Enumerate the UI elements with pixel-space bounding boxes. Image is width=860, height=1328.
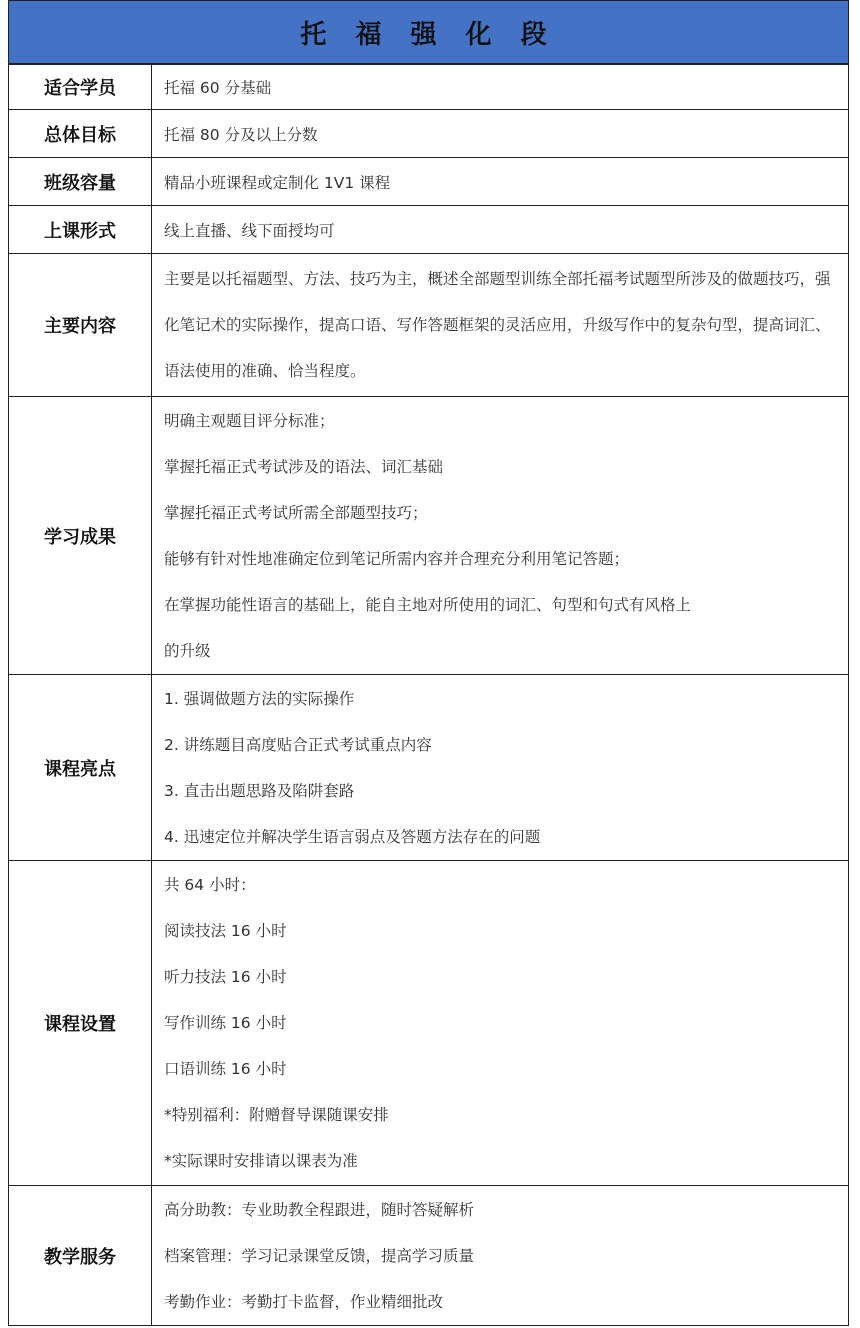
outcome-line: 掌握托福正式考试涉及的语法、词汇基础 bbox=[164, 457, 444, 476]
row-key: 课程设置 bbox=[9, 861, 152, 1186]
table-row bbox=[9, 158, 849, 206]
row-key: 班级容量 bbox=[9, 158, 152, 206]
table-row bbox=[9, 254, 849, 397]
setup-line: *特别福利：附赠督导课随课安排 bbox=[164, 1106, 389, 1124]
row-value-cell bbox=[152, 254, 849, 397]
row-value: 线上直播、线下面授均可 bbox=[152, 206, 849, 254]
table-row bbox=[9, 65, 849, 110]
row-key: 适合学员 bbox=[9, 65, 152, 110]
row-key: 上课形式 bbox=[9, 206, 152, 254]
outcome-line: 明确主观题目评分标准； bbox=[164, 411, 335, 430]
highlight-line: 2. 讲练题目高度贴合正式考试重点内容 bbox=[164, 735, 432, 754]
service-line: 档案管理：学习记录课堂反馈，提高学习质量 bbox=[164, 1246, 475, 1265]
main-content-text: 主要是以托福题型、方法、技巧为主，概述全部题型训练全部托福考试题型所涉及的做题技巧，强化笔记术的实际操作，提高口语、写作答题框架的灵活应用，升级写作中的复杂句型，提高词汇、语法使用的准确、恰当程度。 bbox=[164, 270, 831, 380]
table-row bbox=[9, 397, 849, 675]
row-value: 精品小班课程或定制化 1V1 课程 bbox=[152, 158, 849, 206]
course-info-table bbox=[8, 64, 849, 1326]
setup-line: 阅读技法 16 小时 bbox=[164, 922, 287, 940]
table-title: 托 福 强 化 段 bbox=[8, 0, 849, 64]
row-value: 托福 60 分基础 bbox=[152, 65, 849, 110]
highlight-line: 3. 直击出题思路及陷阱套路 bbox=[164, 781, 355, 800]
highlight-line: 4. 迅速定位并解决学生语言弱点及答题方法存在的问题 bbox=[164, 827, 541, 846]
table-row bbox=[9, 206, 849, 254]
outcome-line: 的升级 bbox=[164, 641, 211, 660]
setup-line: 共 64 小时： bbox=[164, 876, 256, 894]
table-row bbox=[9, 675, 849, 861]
service-line: 高分助教：专业助教全程跟进，随时答疑解析 bbox=[164, 1200, 475, 1219]
setup-line: *实际课时安排请以课表为准 bbox=[164, 1152, 358, 1170]
row-value-cell bbox=[152, 675, 849, 861]
outcome-line: 在掌握功能性语言的基础上，能自主地对所使用的词汇、句型和句式有风格上 bbox=[164, 595, 692, 614]
setup-line: 口语训练 16 小时 bbox=[164, 1060, 287, 1078]
highlight-line: 1. 强调做题方法的实际操作 bbox=[164, 689, 355, 708]
row-key: 课程亮点 bbox=[9, 675, 152, 861]
setup-line: 听力技法 16 小时 bbox=[164, 968, 287, 986]
row-value-cell bbox=[152, 1186, 849, 1326]
table-row bbox=[9, 861, 849, 1186]
row-key: 教学服务 bbox=[9, 1186, 152, 1326]
course-table-container bbox=[8, 0, 849, 1326]
row-key: 总体目标 bbox=[9, 110, 152, 158]
row-value-cell bbox=[152, 397, 849, 675]
outcome-line: 能够有针对性地准确定位到笔记所需内容并合理充分利用笔记答题； bbox=[164, 549, 630, 568]
table-row bbox=[9, 110, 849, 158]
table-row bbox=[9, 1186, 849, 1326]
row-key: 主要内容 bbox=[9, 254, 152, 397]
row-value-cell bbox=[152, 861, 849, 1186]
outcome-line: 掌握托福正式考试所需全部题型技巧； bbox=[164, 503, 428, 522]
service-line: 考勤作业：考勤打卡监督，作业精细批改 bbox=[164, 1292, 444, 1311]
row-value: 托福 80 分及以上分数 bbox=[152, 110, 849, 158]
row-key: 学习成果 bbox=[9, 397, 152, 675]
setup-line: 写作训练 16 小时 bbox=[164, 1014, 287, 1032]
